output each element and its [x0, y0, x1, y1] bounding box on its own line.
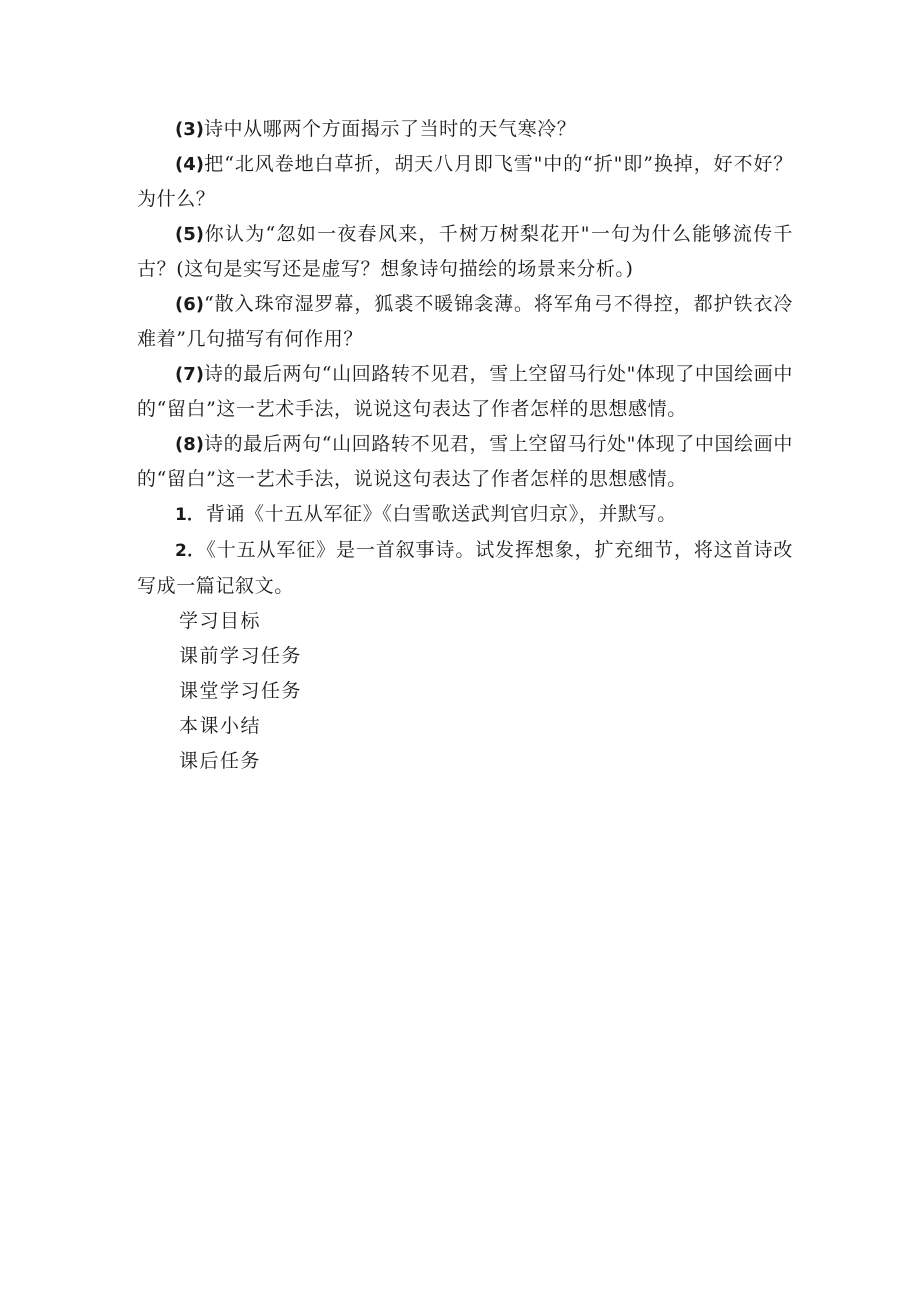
homework-text: 背诵《十五从军征》《白雪歌送武判官归京》，并默写。: [205, 503, 677, 525]
question-6: [137, 287, 793, 357]
question-5: [137, 217, 793, 287]
homework-number: 1．: [175, 505, 204, 525]
question-number: (4): [175, 154, 204, 175]
question-number: (5): [175, 224, 204, 245]
section-pre-class-tasks: 课前学习任务: [179, 645, 303, 667]
question-text: “散入珠帘湿罗幕，狐裘不暖锦衾薄。将军角弓不得控，都护铁衣冷难着”几句描写有何作用？: [137, 293, 793, 350]
section-learning-goals: 学习目标: [179, 610, 262, 632]
homework-number: 2．: [175, 541, 205, 561]
question-number: (6): [175, 294, 204, 315]
question-text: 诗的最后两句“山回路转不见君，雪上空留马行处"体现了中国绘画中的“留白”这一艺术手法，说说这句表达了作者怎样的思想感情。: [137, 433, 793, 490]
question-number: (8): [175, 434, 204, 455]
question-number: (7): [175, 364, 204, 385]
homework-item-2: [137, 533, 793, 604]
question-4: [137, 147, 793, 217]
question-text: 你认为“忽如一夜春风来，千树万树梨花开"一句为什么能够流传千古？(这句是实写还是虚写？想象诗句描绘的场景来分析。): [137, 223, 793, 280]
question-text: 诗中从哪两个方面揭示了当时的天气寒冷？: [203, 118, 577, 140]
homework-item-1: [137, 497, 793, 533]
question-7: [137, 357, 793, 427]
section-lesson-summary: 本课小结: [179, 715, 262, 737]
section-in-class-tasks: 课堂学习任务: [179, 680, 303, 702]
document-body: [137, 112, 793, 779]
question-number: (3): [175, 119, 204, 140]
section-after-class-tasks: 课后任务: [179, 750, 262, 772]
question-8: [137, 427, 793, 497]
question-text: 诗的最后两句“山回路转不见君，雪上空留马行处"体现了中国绘画中的“留白”这一艺术手法，说说这句表达了作者怎样的思想感情。: [137, 363, 793, 420]
question-3: [137, 112, 793, 147]
question-text: 把“北风卷地白草折，胡天八月即飞雪"中的“折"即”换掉，好不好？为什么？: [137, 153, 793, 210]
homework-text: 《十五从军征》是一首叙事诗。试发挥想象，扩充细节，将这首诗改写成一篇记叙文。: [137, 539, 793, 597]
